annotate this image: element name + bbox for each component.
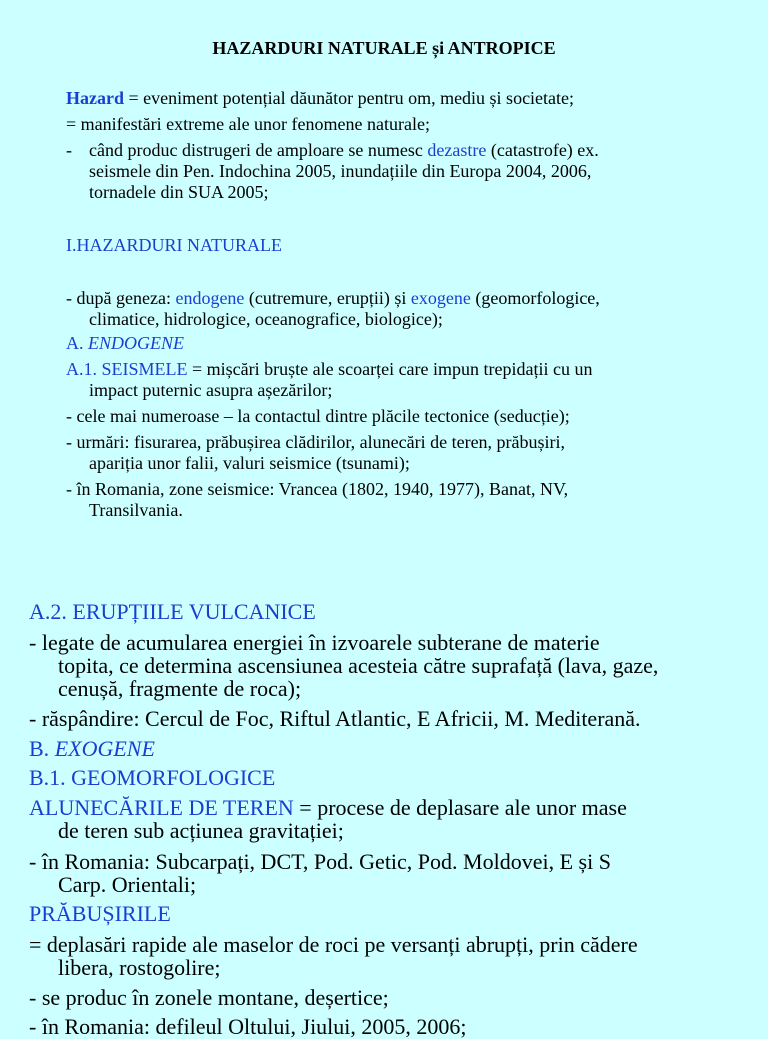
exogene-term: exogene bbox=[410, 288, 471, 308]
genesis-line-1 bbox=[66, 288, 702, 309]
seism-romania-1: - în Romania, zone seismice: Vrancea (1802, 1940, 1977), Banat, NV, bbox=[66, 479, 569, 499]
genesis-text-a: - după geneza: bbox=[66, 288, 176, 308]
genesis-text-b: (cutremure, erupții) și bbox=[244, 288, 411, 308]
exogene-label: B. bbox=[29, 736, 50, 761]
bullet-line-1 bbox=[66, 140, 599, 161]
volcanic-line-2: topita, ce determina ascensiunea acesteia către suprafață (lava, gaze, bbox=[58, 653, 659, 678]
endogene-label: A. bbox=[66, 333, 84, 353]
endogene-heading bbox=[66, 333, 702, 354]
dezastre-term: dezastre bbox=[427, 140, 487, 160]
landslide-line-2: de teren sub acțiunea gravitației; bbox=[58, 818, 344, 843]
hazard-def-text: = eveniment potențial dăunător pentru om, mediu și societate; bbox=[124, 88, 575, 108]
bullet-text-a: când produc distrugeri de amploare se numesc bbox=[89, 140, 428, 160]
genesis-text-c: (geomorfologice, bbox=[470, 288, 600, 308]
landslide-def-text: = procese de deplasare ale unor mase bbox=[293, 795, 627, 820]
hazard-definition bbox=[66, 88, 702, 109]
landslide-term: ALUNECĂRILE DE TEREN bbox=[29, 795, 294, 820]
seism-line-2: impact puternic asupra așezărilor; bbox=[89, 380, 333, 400]
rockfall-heading: PRĂBUȘIRILE bbox=[29, 901, 171, 926]
volcanic-line-1: - legate de acumularea energiei în izvoarele subterane de materie bbox=[29, 630, 600, 655]
bullet-line-2: seismele din Pen. Indochina 2005, inundațiile din Europa 2004, 2006, bbox=[89, 161, 592, 181]
volcanic-line-3: cenușă, fragmente de roca); bbox=[58, 676, 302, 701]
endogene-heading-term: ENDOGENE bbox=[88, 333, 184, 353]
bullet-line-3: tornadele din SUA 2005; bbox=[89, 182, 269, 202]
seism-numerous: - cele mai numeroase – la contactul dintre plăcile tectonice (seducție); bbox=[66, 406, 570, 426]
rockfall-zones: - se produc în zonele montane, deșertice; bbox=[29, 985, 389, 1010]
seism-line-1 bbox=[66, 359, 702, 380]
genesis-line-2: climatice, hidrologice, oceanografice, biologice); bbox=[89, 309, 443, 329]
intro-bullet bbox=[66, 140, 702, 161]
rockfall-line-1: = deplasări rapide ale maselor de roci pe versanți abrupți, prin cădere bbox=[29, 932, 638, 957]
seism-def-text: = mișcări bruște ale scoarței care impun trepidații cu un bbox=[187, 359, 593, 379]
hazard-term: Hazard bbox=[66, 88, 124, 108]
landslide-romania-2: Carp. Orientali; bbox=[58, 872, 197, 897]
seism-term: A.1. SEISMELE bbox=[66, 359, 188, 379]
geomorph-heading: B.1. GEOMORFOLOGICE bbox=[29, 765, 276, 790]
volcanic-spread: - răspândire: Cercul de Foc, Riftul Atlantic, E Africii, M. Mediterană. bbox=[29, 706, 641, 731]
bullet-dash: - bbox=[66, 140, 72, 160]
section-heading-natural: I.HAZARDURI NATURALE bbox=[66, 235, 282, 255]
rockfall-romania: - în Romania: defileul Oltului, Jiului, 2005, 2006; bbox=[29, 1014, 467, 1039]
seism-romania-2: Transilvania. bbox=[89, 500, 183, 520]
bullet-text-b: (catastrofe) ex. bbox=[486, 140, 599, 160]
page-title: HAZARDURI NATURALE și ANTROPICE bbox=[212, 38, 556, 58]
intro-line-2: = manifestări extreme ale unor fenomene naturale; bbox=[66, 114, 430, 134]
landslide-line-1 bbox=[29, 796, 732, 819]
volcanic-heading: A.2. ERUPȚIILE VULCANICE bbox=[29, 599, 316, 624]
rockfall-line-2: libera, rostogolire; bbox=[58, 955, 221, 980]
seism-effects-1: - urmări: fisurarea, prăbușirea clădirilor, alunecări de teren, prăbușiri, bbox=[66, 432, 566, 452]
landslide-romania-1: - în Romania: Subcarpați, DCT, Pod. Getic, Pod. Moldovei, E și S bbox=[29, 849, 611, 874]
exogene-heading-term: EXOGENE bbox=[54, 736, 155, 761]
endogene-term: endogene bbox=[175, 288, 245, 308]
exogene-heading bbox=[29, 737, 732, 760]
seism-effects-2: apariția unor falii, valuri seismice (tsunami); bbox=[89, 453, 410, 473]
